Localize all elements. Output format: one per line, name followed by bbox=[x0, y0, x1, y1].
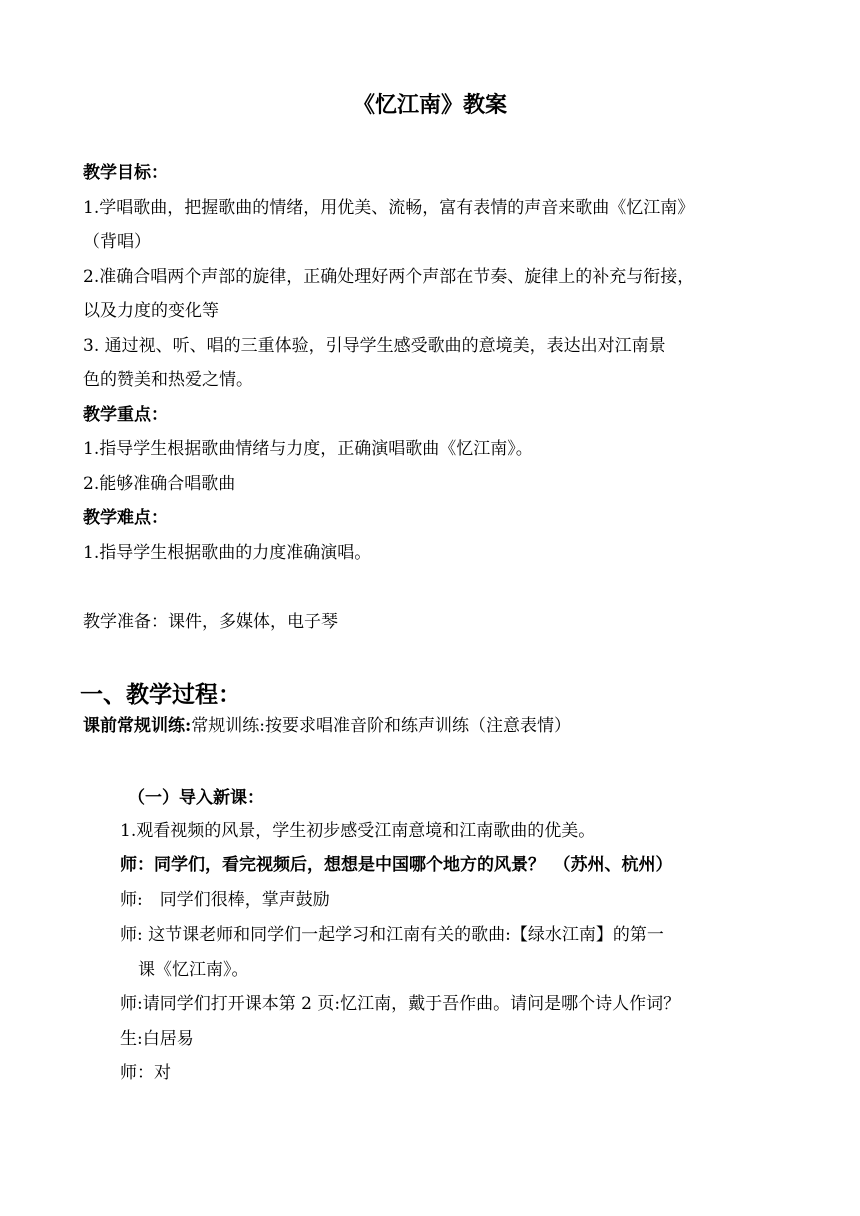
objective-3-line-1: 3. 通过视、听、唱的三重体验，引导学生感受歌曲的意境美，表达出对江南景 bbox=[83, 336, 666, 356]
objective-2-line-2: 以及力度的变化等 bbox=[83, 301, 219, 321]
section-1-heading: （一）导入新课： bbox=[128, 788, 264, 808]
warmup-text: 常规训练:按要求唱准音阶和练声训练（注意表情） bbox=[191, 716, 572, 736]
difficulty-1: 1.指导学生根据歌曲的力度准确演唱。 bbox=[83, 543, 372, 563]
preparation-line: 教学准备：课件，多媒体，电子琴 bbox=[83, 612, 338, 632]
warmup-label: 课前常规训练: bbox=[83, 716, 192, 736]
process-heading: 一、教学过程： bbox=[80, 681, 241, 708]
process-line-6: 生:白居易 bbox=[120, 1029, 194, 1049]
document-title: 《忆江南》教案 bbox=[352, 92, 507, 118]
warmup-line bbox=[83, 715, 571, 737]
key-points-heading: 教学重点： bbox=[83, 405, 168, 425]
key-point-1: 1.指导学生根据歌曲情绪与力度，正确演唱歌曲《忆江南》。 bbox=[83, 439, 533, 459]
objective-2-line-1: 2.准确合唱两个声部的旋律，正确处理好两个声部在节奏、旋律上的补充与衔接， bbox=[83, 267, 695, 287]
process-line-4b: 课《忆江南》。 bbox=[138, 960, 249, 980]
process-line-4a: 师: 这节课老师和同学们一起学习和江南有关的歌曲:【绿水江南】的第一 bbox=[120, 925, 664, 945]
objective-1-line-2: （背唱） bbox=[83, 232, 151, 252]
objectives-heading: 教学目标： bbox=[83, 163, 168, 183]
objective-3-line-2: 色的赞美和热爱之情。 bbox=[83, 370, 253, 390]
key-point-2: 2.能够准确合唱歌曲 bbox=[83, 474, 236, 494]
process-line-1: 1.观看视频的风景，学生初步感受江南意境和江南歌曲的优美。 bbox=[120, 821, 596, 841]
objective-1-line-1: 1.学唱歌曲，把握歌曲的情绪，用优美、流畅，富有表情的声音来歌曲《忆江南》 bbox=[83, 198, 695, 218]
process-line-3: 师: 同学们很棒，掌声鼓励 bbox=[120, 890, 330, 910]
process-line-2: 师：同学们，看完视频后，想想是中国哪个地方的风景？ （苏州、杭州） bbox=[120, 855, 673, 875]
process-line-7: 师：对 bbox=[120, 1063, 171, 1083]
difficulties-heading: 教学难点： bbox=[83, 508, 168, 528]
process-line-5: 师:请同学们打开课本第 2 页:忆江南，戴于吾作曲。请问是哪个诗人作词？ bbox=[120, 994, 681, 1014]
